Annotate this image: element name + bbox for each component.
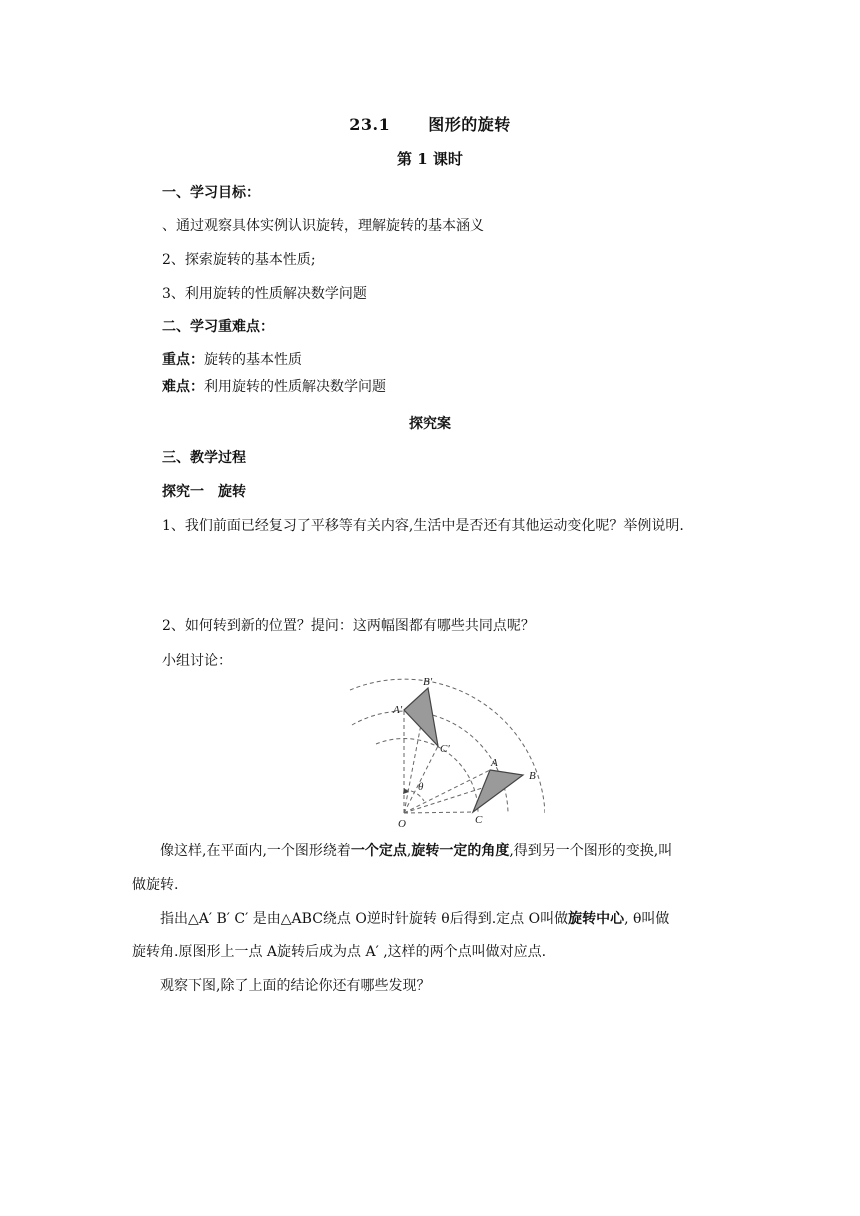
question-1: 1、我们前面已经复习了平移等有关内容,生活中是否还有其他运动变化呢？举例说明.	[162, 518, 684, 534]
definition-text-e: ,得到另一个图形的变换,叫	[509, 843, 673, 859]
label-a: A	[491, 757, 498, 769]
difficult-label: 难点：	[162, 379, 204, 395]
goal-item-3: 3、利用旋转的性质解决数学问题	[162, 286, 367, 302]
explanation-text-a: 指出△A′ B′ C′ 是由△ABC绕点 O逆时针旋转 θ后得到.定点 O叫做	[160, 911, 569, 927]
observe-prompt: 观察下图,除了上面的结论你还有哪些发现？	[160, 978, 431, 994]
rotation-center-term: 旋转中心	[568, 911, 625, 927]
section-title: 图形的旋转	[428, 115, 511, 134]
ray-oc1	[404, 746, 438, 813]
section-number: 23.1	[349, 115, 391, 134]
definition-fixed-point: 一个定点	[350, 843, 407, 859]
label-o: O	[398, 818, 406, 830]
label-c: C	[475, 814, 483, 826]
definition-line-2: 做旋转.	[132, 877, 179, 893]
question-2: 2、如何转到新的位置？提问：这两幅图都有哪些共同点呢？	[162, 618, 535, 634]
inquiry-title: 探究案	[409, 416, 451, 432]
page-title	[0, 112, 860, 135]
label-theta: θ	[418, 781, 424, 793]
label-b: B	[529, 770, 536, 782]
key-text: 旋转的基本性质	[204, 352, 302, 368]
label-a-prime: A′	[393, 704, 403, 716]
goals-heading: 一、学习目标：	[162, 185, 260, 201]
arc-inner	[376, 738, 478, 813]
difficult-point-line	[162, 376, 386, 396]
explanation-line-2: 旋转角.原图形上一点 A旋转后成为点 A′ ,这样的两个点叫做对应点.	[132, 944, 547, 960]
discussion-label: 小组讨论：	[162, 653, 232, 669]
label-c-prime: C′	[440, 743, 450, 755]
key-point-line	[162, 349, 302, 369]
definition-angle: 旋转一定的角度	[411, 843, 510, 859]
explanation-text-c: , θ叫做	[624, 911, 670, 927]
goal-item-2: 2、探索旋转的基本性质;	[162, 252, 316, 268]
triangle-abc	[473, 770, 523, 812]
key-label: 重点：	[162, 352, 204, 368]
key-points-heading: 二、学习重难点：	[162, 319, 274, 335]
difficult-text: 利用旋转的性质解决数学问题	[204, 379, 386, 395]
explanation-line-1	[160, 908, 669, 928]
definition-line-1	[160, 840, 672, 860]
definition-comma: ,	[406, 843, 412, 859]
triangle-a1b1c1	[404, 688, 438, 746]
explore-heading: 探究一 旋转	[162, 484, 246, 500]
rotation-figure	[345, 675, 545, 835]
ray-oc	[404, 812, 473, 813]
goal-item-1: 、通过观察具体实例认识旋转，理解旋转的基本涵义	[162, 218, 484, 234]
lesson-label: 第 1 课时	[397, 150, 463, 168]
label-b-prime: B′	[423, 676, 433, 688]
process-heading: 三、教学过程	[162, 450, 246, 466]
definition-text-a: 像这样,在平面内,一个图形绕着	[160, 843, 351, 859]
